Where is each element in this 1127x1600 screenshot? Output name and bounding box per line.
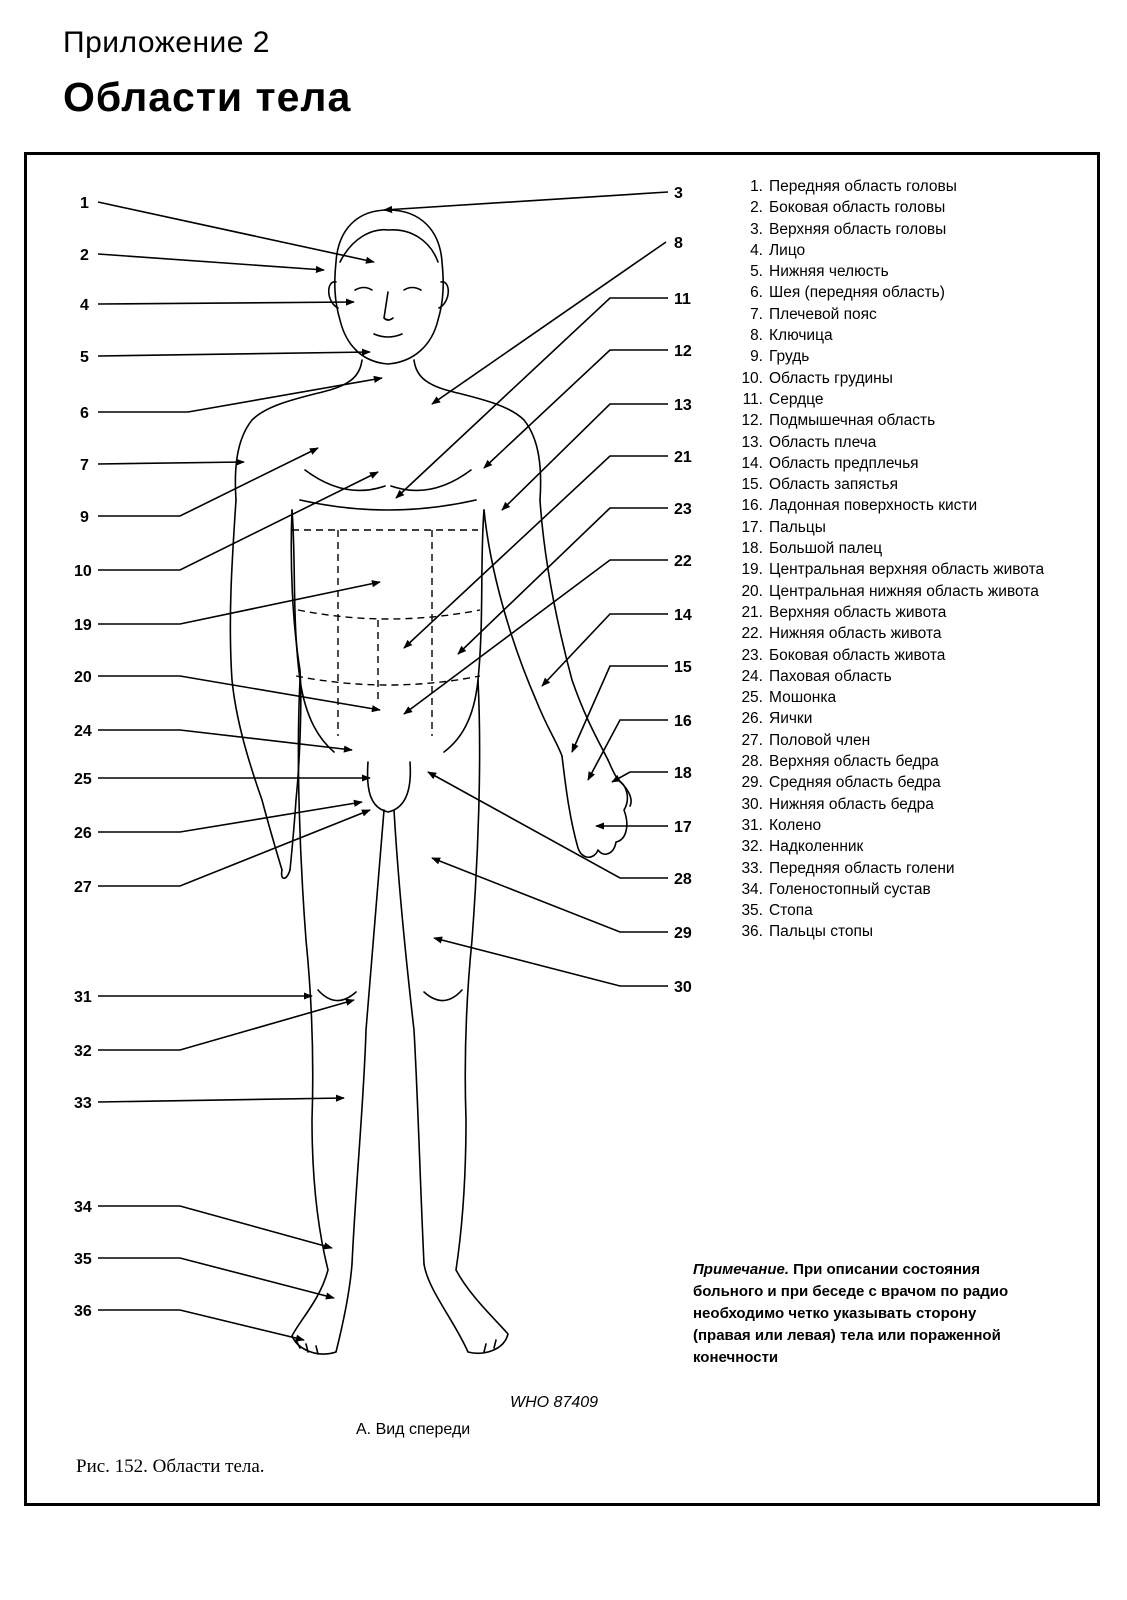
legend-item-text: Ладонная поверхность кисти: [769, 497, 978, 515]
legend-item: [727, 602, 1072, 623]
callout-18: 18: [674, 765, 692, 782]
legend-item-number: 12.: [741, 412, 763, 430]
legend-item-number: 13.: [741, 433, 763, 451]
legend-item: [727, 261, 1072, 282]
legend-item-text: Лицо: [769, 241, 806, 259]
legend-item-number: 14.: [741, 454, 763, 472]
legend-item-number: 33.: [741, 859, 763, 877]
legend-item-text: Большой палец: [769, 540, 883, 558]
legend-item: [727, 730, 1072, 751]
legend-item-number: 28.: [741, 753, 763, 771]
legend-item: [727, 197, 1072, 218]
legend-item-text: Верхняя область бедра: [769, 753, 939, 771]
legend-item: [727, 921, 1072, 942]
legend-item: [727, 559, 1072, 580]
legend-item: [727, 794, 1072, 815]
callout-6: 6: [80, 405, 89, 422]
legend-item-text: Верхняя область живота: [769, 603, 947, 621]
legend-item-text: Область грудины: [769, 369, 893, 387]
callout-7: 7: [80, 457, 89, 474]
legend-item-number: 16.: [741, 497, 763, 515]
legend-item-number: 31.: [741, 816, 763, 834]
legend-item: [727, 282, 1072, 303]
legend-item: [727, 389, 1072, 410]
callout-3: 3: [674, 185, 683, 202]
right-knee: [424, 990, 462, 1001]
callout-24: 24: [74, 723, 92, 740]
callout-17: 17: [674, 819, 692, 836]
legend-item-text: Область предплечья: [769, 454, 919, 472]
appendix-title: Приложение 2: [63, 26, 270, 59]
callout-33: 33: [74, 1095, 92, 1112]
genital-outline: [368, 762, 411, 812]
right-eye: [404, 288, 421, 291]
pectoral-left: [305, 470, 385, 490]
legend-item-number: 22.: [741, 625, 763, 643]
legend-item-number: 24.: [741, 667, 763, 685]
callout-26: 26: [74, 825, 92, 842]
legend-item: [727, 304, 1072, 325]
legend-item: [727, 368, 1072, 389]
callout-32: 32: [74, 1043, 92, 1060]
callout-31: 31: [74, 989, 92, 1006]
callout-34: 34: [74, 1199, 92, 1216]
figure-code: WHO 87409: [510, 1394, 599, 1411]
legend-item: [727, 900, 1072, 921]
callouts-right: [384, 192, 668, 986]
note-text: При описании состояния больного и при беседе с врачом по радио необходимо четко указывать сторону (правая или левая) тела или пораженной конечности: [693, 1261, 1009, 1366]
legend-item-text: Грудь: [769, 348, 810, 366]
left-toes: [296, 1340, 318, 1354]
legend-item-number: 4.: [750, 241, 763, 259]
legend-item-text: Яички: [769, 710, 813, 728]
chest-line: [300, 500, 476, 510]
legend-item: [727, 538, 1072, 559]
legend-item: [727, 751, 1072, 772]
callout-22: 22: [674, 553, 692, 570]
legend-item: [727, 517, 1072, 538]
callout-4: 4: [80, 297, 89, 314]
legend-item: [727, 176, 1072, 197]
callout-14: 14: [674, 607, 692, 624]
callout-30: 30: [674, 979, 692, 996]
callout-5: 5: [80, 349, 89, 366]
legend-item: [727, 708, 1072, 729]
legend-item: [727, 219, 1072, 240]
callout-10: 10: [74, 563, 92, 580]
legend-item: [727, 432, 1072, 453]
legend-item: [727, 581, 1072, 602]
head-outline: [335, 210, 443, 364]
legend-item-number: 32.: [741, 838, 763, 856]
legend-item-text: Нижняя челюсть: [769, 263, 889, 281]
legend-item: [727, 346, 1072, 367]
legend-item-number: 18.: [741, 540, 763, 558]
right-arm-outer: [540, 500, 608, 760]
legend-item-text: Центральная нижняя область живота: [769, 582, 1039, 600]
legend-item: [727, 623, 1072, 644]
mouth: [374, 334, 402, 337]
legend-item-number: 5.: [750, 263, 763, 281]
legend-item-text: Паховая область: [769, 667, 892, 685]
legend-item-number: 36.: [741, 923, 763, 941]
callout-21: 21: [674, 449, 692, 466]
figure-caption: Рис. 152. Области тела.: [76, 1456, 265, 1477]
callout-36: 36: [74, 1303, 92, 1320]
note: [693, 1259, 1038, 1369]
legend-item-text: Нижняя область бедра: [769, 795, 934, 813]
legend-item: [727, 474, 1072, 495]
legend-item-text: Сердце: [769, 390, 824, 408]
left-leg-outer: [292, 680, 352, 1354]
callout-16: 16: [674, 713, 692, 730]
legend-item-number: 15.: [741, 476, 763, 494]
legend-item-number: 26.: [741, 710, 763, 728]
callout-12: 12: [674, 343, 692, 360]
legend-item: [727, 453, 1072, 474]
legend-item-number: 2.: [750, 199, 763, 217]
legend-item-text: Нижняя область живота: [769, 625, 942, 643]
legend-item: [727, 879, 1072, 900]
callout-15: 15: [674, 659, 692, 676]
legend-item-text: Надколенник: [769, 838, 864, 856]
legend-item: [727, 772, 1072, 793]
legend-item-text: Колено: [769, 816, 822, 834]
legend-item: [727, 666, 1072, 687]
page-title: Области тела: [63, 74, 352, 120]
legend-item-number: 7.: [750, 305, 763, 323]
callout-1: 1: [80, 195, 89, 212]
legend-list: [727, 176, 1072, 943]
legend-item-number: 19.: [741, 561, 763, 579]
legend-item: [727, 858, 1072, 879]
left-arm-outer: [230, 500, 282, 870]
legend-item-text: Половой член: [769, 731, 871, 749]
legend-item-number: 27.: [741, 731, 763, 749]
legend-item-text: Передняя область головы: [769, 178, 957, 195]
callout-13: 13: [674, 397, 692, 414]
legend-item-number: 1.: [750, 178, 763, 195]
legend-item: [727, 815, 1072, 836]
legend-item-text: Боковая область живота: [769, 646, 946, 664]
legend-item-number: 21.: [741, 603, 763, 621]
right-leg-outer: [424, 680, 508, 1353]
right-leg-inner: [394, 810, 424, 1264]
legend-item-text: Пальцы стопы: [769, 923, 874, 941]
legend-item: [727, 836, 1072, 857]
legend-item-number: 30.: [741, 795, 763, 813]
abdominal-grid: [292, 530, 480, 736]
legend-item: [727, 240, 1072, 261]
legend-item-text: Стопа: [769, 902, 813, 920]
body-figure: [230, 210, 631, 1354]
legend-item-number: 9.: [750, 348, 763, 366]
legend-item-number: 20.: [741, 582, 763, 600]
callout-29: 29: [674, 925, 692, 942]
legend-item-number: 17.: [741, 518, 763, 536]
legend-item-number: 25.: [741, 689, 763, 707]
right-arm-inner: [484, 510, 562, 756]
legend-item-number: 11.: [742, 390, 763, 408]
waist-right: [444, 510, 484, 752]
callout-2: 2: [80, 247, 89, 264]
callout-19: 19: [74, 617, 92, 634]
legend-item: [727, 495, 1072, 516]
view-caption: А. Вид спереди: [356, 1421, 471, 1438]
legend-item-text: Область плеча: [769, 433, 877, 451]
legend-item-number: 23.: [741, 646, 763, 664]
callout-23: 23: [674, 501, 692, 518]
callout-8: 8: [674, 235, 683, 252]
callout-25: 25: [74, 771, 92, 788]
legend-item-number: 10.: [741, 369, 763, 387]
legend-item-number: 8.: [750, 327, 763, 345]
callout-20: 20: [74, 669, 92, 686]
legend-item-text: Передняя область голени: [769, 859, 955, 877]
right-thumb: [618, 780, 631, 806]
callout-9: 9: [80, 509, 89, 526]
left-knee: [318, 990, 356, 1001]
left-eye: [355, 288, 372, 291]
legend-item-number: 6.: [750, 284, 763, 302]
legend-item: [727, 687, 1072, 708]
callout-27: 27: [74, 879, 92, 896]
legend-item-text: Голеностопный сустав: [769, 880, 931, 898]
legend-item: [727, 645, 1072, 666]
legend-item-text: Область запястья: [769, 476, 898, 494]
callout-28: 28: [674, 871, 692, 888]
left-leg-inner: [352, 810, 384, 1264]
callouts-left: [98, 202, 382, 1340]
left-hand: [282, 870, 290, 878]
legend-item-text: Средняя область бедра: [769, 774, 941, 792]
legend-item-text: Боковая область головы: [769, 199, 946, 217]
legend-item-number: 3.: [750, 220, 763, 238]
legend-item-text: Пальцы: [769, 518, 826, 536]
note-lead: Примечание.: [693, 1261, 789, 1278]
legend-item-text: Центральная верхняя область живота: [769, 561, 1045, 579]
legend-item-text: Мошонка: [769, 689, 837, 707]
nose: [384, 292, 393, 320]
legend-item-text: Подмышечная область: [769, 412, 936, 430]
legend-item-number: 29.: [741, 774, 763, 792]
pectoral-right: [391, 470, 471, 490]
legend-item-text: Плечевой пояс: [769, 305, 877, 323]
legend-item: [727, 410, 1072, 431]
callout-35: 35: [74, 1251, 92, 1268]
legend-item-text: Верхняя область головы: [769, 220, 947, 238]
legend-item-text: Ключица: [769, 327, 833, 345]
legend-item: [727, 325, 1072, 346]
legend-item-number: 34.: [741, 880, 763, 898]
callout-11: 11: [674, 291, 691, 308]
legend-item-number: 35.: [741, 902, 763, 920]
legend-item-text: Шея (передняя область): [769, 284, 945, 302]
right-hand: [562, 756, 627, 857]
